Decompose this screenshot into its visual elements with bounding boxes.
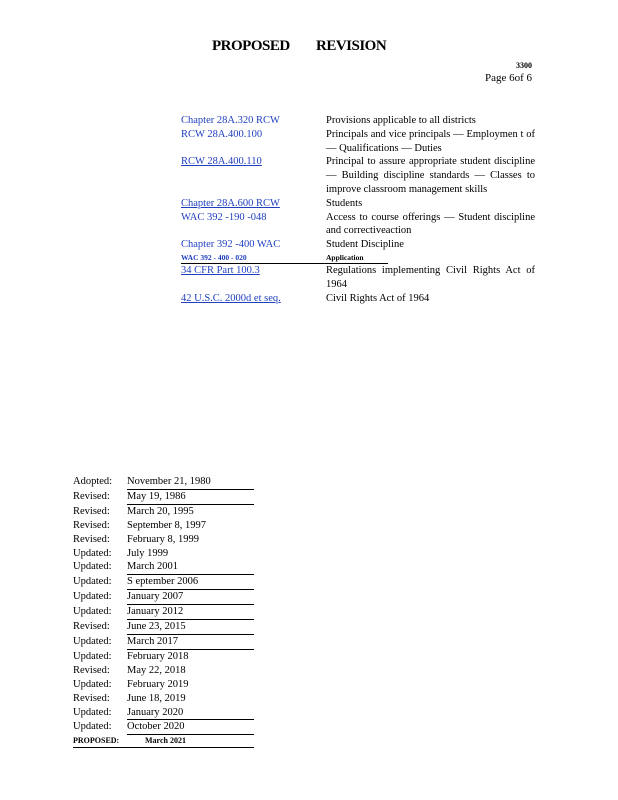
reference-description: Application bbox=[326, 252, 364, 262]
history-row bbox=[73, 475, 254, 490]
history-label: Updated: bbox=[73, 706, 112, 718]
reference-link[interactable]: Chapter 28A.320 RCW bbox=[181, 115, 280, 126]
history-row bbox=[73, 519, 254, 533]
reference-description: Regulations implementing Civil Rights Act of 1964 bbox=[326, 264, 535, 290]
history-date: March 20, 1995 bbox=[127, 505, 194, 517]
history-label: Updated: bbox=[73, 606, 112, 618]
history-date: February 2018 bbox=[127, 650, 189, 662]
history-label: Updated: bbox=[73, 576, 112, 588]
reference-row bbox=[181, 211, 535, 239]
history-label: Revised: bbox=[73, 490, 110, 502]
history-date: October 2020 bbox=[127, 720, 254, 735]
history-date: January 2012 bbox=[127, 605, 254, 620]
history-label: Updated: bbox=[73, 591, 112, 603]
reference-row bbox=[181, 197, 535, 211]
history-row bbox=[73, 720, 254, 735]
reference-description: Civil Rights Act of 1964 bbox=[326, 292, 430, 304]
history-label: Adopted: bbox=[73, 476, 113, 487]
history-date: January 2020 bbox=[127, 706, 254, 721]
page-number: Page 6of 6 bbox=[484, 72, 532, 84]
history-date: June 23, 2015 bbox=[127, 620, 254, 635]
reference-row bbox=[181, 114, 535, 128]
reference-link[interactable]: WAC 392 -190 -048 bbox=[181, 211, 267, 223]
policy-number: 3300 bbox=[516, 61, 532, 70]
history-label: Updated: bbox=[73, 721, 112, 733]
reference-link[interactable]: RCW 28A.400.100 bbox=[181, 128, 263, 140]
title-revision: REVISION bbox=[316, 38, 387, 54]
reference-link[interactable]: RCW 28A.400.110 bbox=[181, 156, 262, 168]
reference-link[interactable]: 34 CFR Part 100.3 bbox=[181, 264, 260, 276]
reference-row bbox=[181, 292, 535, 306]
history-label: Revised: bbox=[73, 519, 110, 531]
history-label: Updated: bbox=[73, 561, 112, 573]
history-label: Revised: bbox=[73, 533, 110, 545]
reference-link[interactable]: 42 U.S.C. 2000d et seq. bbox=[181, 292, 281, 304]
legal-references bbox=[181, 114, 535, 305]
reference-description: Student Discipline bbox=[326, 239, 404, 251]
reference-link[interactable]: Chapter 28A.600 RCW bbox=[181, 197, 280, 209]
reference-row bbox=[181, 238, 535, 252]
history-date: May 19, 1986 bbox=[127, 490, 254, 505]
reference-description: Provisions applicable to all districts bbox=[326, 115, 476, 126]
reference-description: Principal to assure appropriate student discipline — Building discipline standards — Classes to improve classroom management skills bbox=[326, 156, 535, 195]
reference-row bbox=[181, 128, 535, 156]
history-row bbox=[73, 650, 254, 664]
history-date: February 8, 1999 bbox=[127, 533, 200, 545]
history-label: Updated: bbox=[73, 650, 112, 662]
history-date: March 2017 bbox=[127, 635, 254, 650]
history-date: May 22, 2018 bbox=[127, 664, 186, 676]
history-date: March 2001 bbox=[127, 560, 254, 575]
history-label: Updated: bbox=[73, 547, 112, 559]
history-label: Revised: bbox=[73, 505, 110, 517]
history-row-proposed bbox=[73, 735, 254, 748]
history-row bbox=[73, 533, 254, 547]
reference-description: Principals and vice principals — Employmen t of — Qualifications — Duties bbox=[326, 128, 535, 154]
history-row bbox=[73, 547, 254, 561]
history-row bbox=[73, 575, 254, 590]
history-date: March 2021 bbox=[145, 736, 186, 746]
reference-link[interactable]: Chapter 392 -400 WAC bbox=[181, 239, 281, 251]
history-row bbox=[73, 505, 254, 519]
history-date: November 21, 1980 bbox=[127, 475, 254, 490]
history-row bbox=[73, 635, 254, 650]
history-label: Updated: bbox=[73, 635, 112, 647]
history-date: January 2007 bbox=[127, 590, 254, 605]
history-row bbox=[73, 605, 254, 620]
history-row bbox=[73, 706, 254, 721]
history-row bbox=[73, 490, 254, 505]
reference-row bbox=[181, 155, 535, 196]
history-date: February 2019 bbox=[127, 678, 189, 690]
history-date: S eptember 2006 bbox=[127, 575, 254, 590]
history-row bbox=[73, 664, 254, 678]
history-row bbox=[73, 560, 254, 575]
history-label: PROPOSED: bbox=[73, 736, 120, 746]
reference-row bbox=[181, 252, 388, 264]
history-label: Revised: bbox=[73, 664, 110, 676]
history-row bbox=[73, 590, 254, 605]
reference-link[interactable]: WAC 392 - 400 - 020 bbox=[181, 252, 247, 262]
reference-row bbox=[181, 264, 535, 292]
history-date: September 8, 1997 bbox=[127, 519, 207, 531]
history-row bbox=[73, 620, 254, 635]
reference-description: Access to course offerings — Student discipline and correctiveaction bbox=[326, 211, 535, 237]
title-proposed: PROPOSED bbox=[212, 38, 290, 54]
history-label: Updated: bbox=[73, 678, 112, 690]
document-title bbox=[0, 38, 618, 58]
history-row bbox=[73, 692, 254, 706]
history-date: June 18, 2019 bbox=[127, 692, 186, 704]
history-label: Revised: bbox=[73, 621, 110, 633]
reference-description: Students bbox=[326, 197, 363, 209]
history-label: Revised: bbox=[73, 692, 110, 704]
revision-history bbox=[73, 475, 254, 748]
history-row bbox=[73, 678, 254, 692]
history-date: July 1999 bbox=[127, 547, 169, 559]
